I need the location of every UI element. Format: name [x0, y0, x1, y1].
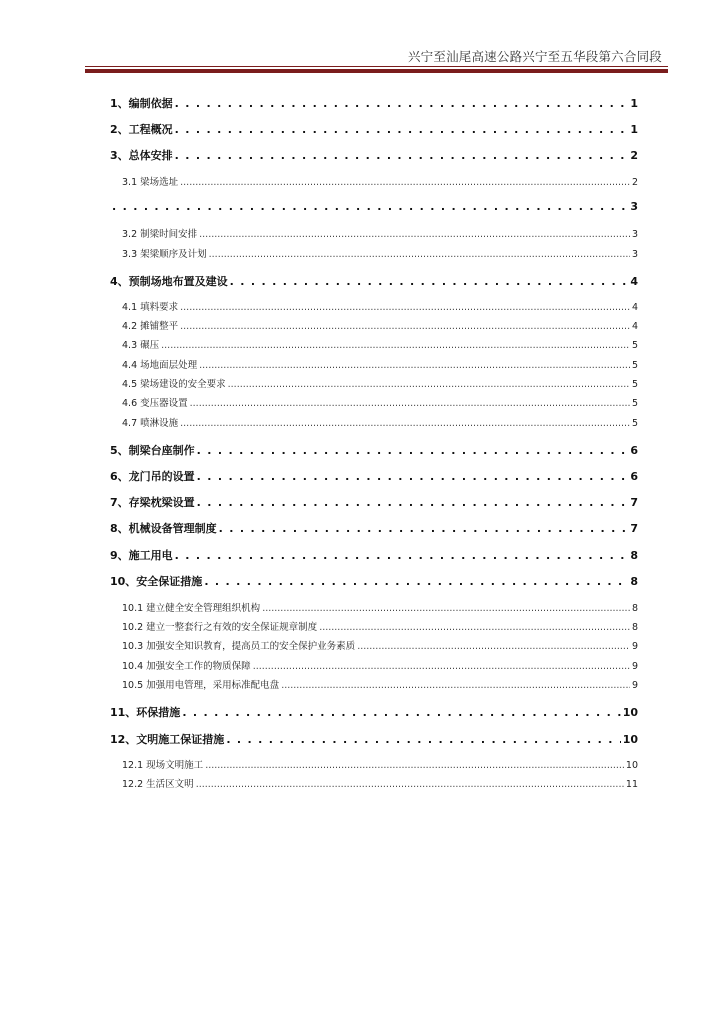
toc-leader — [180, 321, 630, 332]
toc-leader — [209, 249, 630, 260]
toc-entry[interactable] — [122, 395, 638, 409]
toc-page-number: 5 — [631, 398, 638, 409]
toc-entry-label: 3.1 梁场选址 — [122, 177, 179, 188]
toc-entry[interactable] — [110, 494, 638, 510]
toc-entry-label: 4.5 梁场建设的安全要求 — [122, 379, 226, 390]
toc-page-number: 9 — [631, 680, 638, 691]
toc-leader — [357, 641, 630, 652]
toc-entry-label: 4.2 摊铺整平 — [122, 321, 179, 332]
toc-page-number: 8 — [630, 575, 638, 588]
toc-entry[interactable] — [122, 376, 638, 390]
toc-leader — [262, 603, 630, 614]
toc-leader — [161, 340, 630, 351]
toc-entry-label: 4、预制场地布置及建设 — [110, 275, 228, 288]
toc-page-number: 10 — [625, 760, 638, 771]
toc-entry[interactable] — [110, 121, 638, 137]
toc-entry[interactable] — [122, 174, 638, 188]
toc-entry-label: 10.1 建立健全安全管理组织机构 — [122, 603, 261, 614]
toc-page-number: 5 — [631, 379, 638, 390]
toc-entry[interactable] — [122, 600, 638, 614]
toc-entry-label: 11、环保措施 — [110, 706, 181, 719]
toc-page-number: 1 — [630, 123, 638, 136]
toc-page-number: 1 — [630, 97, 638, 110]
toc-entry[interactable] — [122, 299, 638, 313]
toc-page-number: 9 — [631, 641, 638, 652]
toc-entry[interactable] — [110, 442, 638, 458]
toc-entry-label: 12、文明施工保证措施 — [110, 733, 225, 746]
toc-entry[interactable] — [110, 95, 638, 111]
toc-entry-label: 10.2 建立一整套行之有效的安全保证规章制度 — [122, 622, 318, 633]
toc-page-number: 3 — [631, 249, 638, 260]
toc-entry[interactable] — [122, 776, 638, 790]
toc-entry[interactable] — [122, 226, 638, 240]
toc-leader — [190, 398, 630, 409]
toc-page-number: 4 — [630, 275, 638, 288]
toc-entry-label: 6、龙门吊的设置 — [110, 470, 195, 483]
toc-leader — [228, 379, 630, 390]
toc-page-number: 9 — [631, 661, 638, 672]
toc-entry[interactable] — [110, 200, 638, 213]
toc-entry-label: 5、制梁台座制作 — [110, 444, 195, 457]
toc-entry-label: 4.7 喷淋设施 — [122, 418, 179, 429]
toc-entry[interactable] — [122, 246, 638, 260]
toc-leader — [319, 622, 630, 633]
toc-entry[interactable] — [110, 573, 638, 589]
toc-leader — [199, 360, 630, 371]
toc-entry-label: 3.3 架梁顺序及计划 — [122, 249, 207, 260]
toc-page-number: 8 — [631, 622, 638, 633]
toc-entry[interactable] — [122, 415, 638, 429]
toc-entry[interactable] — [110, 468, 638, 484]
toc-entry-label: 2、工程概况 — [110, 123, 173, 136]
toc-page-number: 6 — [630, 470, 638, 483]
toc-entry-label: 10.4 加强安全工作的物质保障 — [122, 661, 251, 672]
toc-entry[interactable] — [122, 619, 638, 633]
toc-page-number: 8 — [631, 603, 638, 614]
toc-entry[interactable] — [122, 677, 638, 691]
toc-entry[interactable] — [122, 318, 638, 332]
toc-entry-label: 12.1 现场文明施工 — [122, 760, 204, 771]
toc-entry-label: 4.3 碾压 — [122, 340, 160, 351]
toc-entry-label: 1、编制依据 — [110, 97, 173, 110]
toc-leader — [226, 733, 620, 746]
toc-leader — [205, 760, 624, 771]
toc-leader — [281, 680, 630, 691]
toc-leader — [204, 575, 628, 588]
toc-entry[interactable] — [110, 731, 638, 747]
toc-page-number: 5 — [631, 360, 638, 371]
toc-page-number: 10 — [622, 733, 638, 746]
toc-entry-label: 3、总体安排 — [110, 149, 173, 162]
toc-entry[interactable] — [110, 147, 638, 163]
toc-page-number: 7 — [630, 522, 638, 535]
toc-entry-label: 12.2 生活区文明 — [122, 779, 194, 790]
toc-entry-label: 10.3 加强安全知识教育，提高员工的安全保护业务素质 — [122, 641, 356, 652]
toc-leader — [180, 302, 630, 313]
toc-page-number: 3 — [630, 200, 638, 213]
toc-entry-label: 4.6 变压器设置 — [122, 398, 188, 409]
toc-page-number: 10 — [622, 706, 638, 719]
toc-leader — [175, 549, 629, 562]
toc-page-number: 4 — [631, 302, 638, 313]
toc-entry[interactable] — [110, 520, 638, 536]
toc-entry[interactable] — [122, 658, 638, 672]
toc-entry-label: 4.4 场地面层处理 — [122, 360, 198, 371]
toc-entry[interactable] — [122, 357, 638, 371]
toc-page-number: 2 — [630, 149, 638, 162]
toc-page-number: 8 — [630, 549, 638, 562]
toc-page-number: 5 — [631, 340, 638, 351]
toc-entry-label: 7、存梁枕梁设置 — [110, 496, 195, 509]
toc-entry-label: 4.1 填料要求 — [122, 302, 179, 313]
toc-leader — [175, 149, 629, 162]
toc-leader — [175, 123, 629, 136]
toc-entry-label: 8、机械设备管理制度 — [110, 522, 217, 535]
toc-entry-label: 9、施工用电 — [110, 549, 173, 562]
toc-entry-label: 10、安全保证措施 — [110, 575, 203, 588]
toc-leader — [253, 661, 630, 672]
toc-leader — [180, 177, 630, 188]
toc-entry-label: 10.5 加强用电管理，采用标准配电盘 — [122, 680, 280, 691]
toc-entry[interactable] — [110, 273, 638, 289]
toc-page-number: 4 — [631, 321, 638, 332]
toc-leader — [197, 496, 629, 509]
toc-entry[interactable] — [122, 337, 638, 351]
toc-leader — [197, 444, 629, 457]
toc-leader — [219, 522, 629, 535]
toc-entry[interactable] — [122, 757, 638, 771]
document-header-title: 兴宁至汕尾高速公路兴宁至五华段第六合同段 — [407, 49, 662, 64]
toc-page-number: 6 — [630, 444, 638, 457]
toc-leader — [180, 418, 630, 429]
toc-entry[interactable] — [110, 547, 638, 563]
toc-entry-label: 3.2 制梁时间安排 — [122, 229, 198, 240]
toc-page-number: 7 — [630, 496, 638, 509]
toc-entry[interactable] — [110, 704, 638, 720]
toc-entry[interactable] — [122, 638, 638, 652]
toc-leader — [197, 470, 629, 483]
toc-leader — [199, 229, 630, 240]
toc-page-number: 3 — [631, 229, 638, 240]
toc-page-number: 5 — [631, 418, 638, 429]
toc-page-number: 2 — [631, 177, 638, 188]
toc-leader — [230, 275, 629, 288]
toc-leader — [175, 97, 629, 110]
toc-page-number: 11 — [625, 779, 638, 790]
toc-leader — [196, 779, 624, 790]
toc-leader — [182, 706, 620, 719]
toc-leader — [112, 200, 628, 213]
